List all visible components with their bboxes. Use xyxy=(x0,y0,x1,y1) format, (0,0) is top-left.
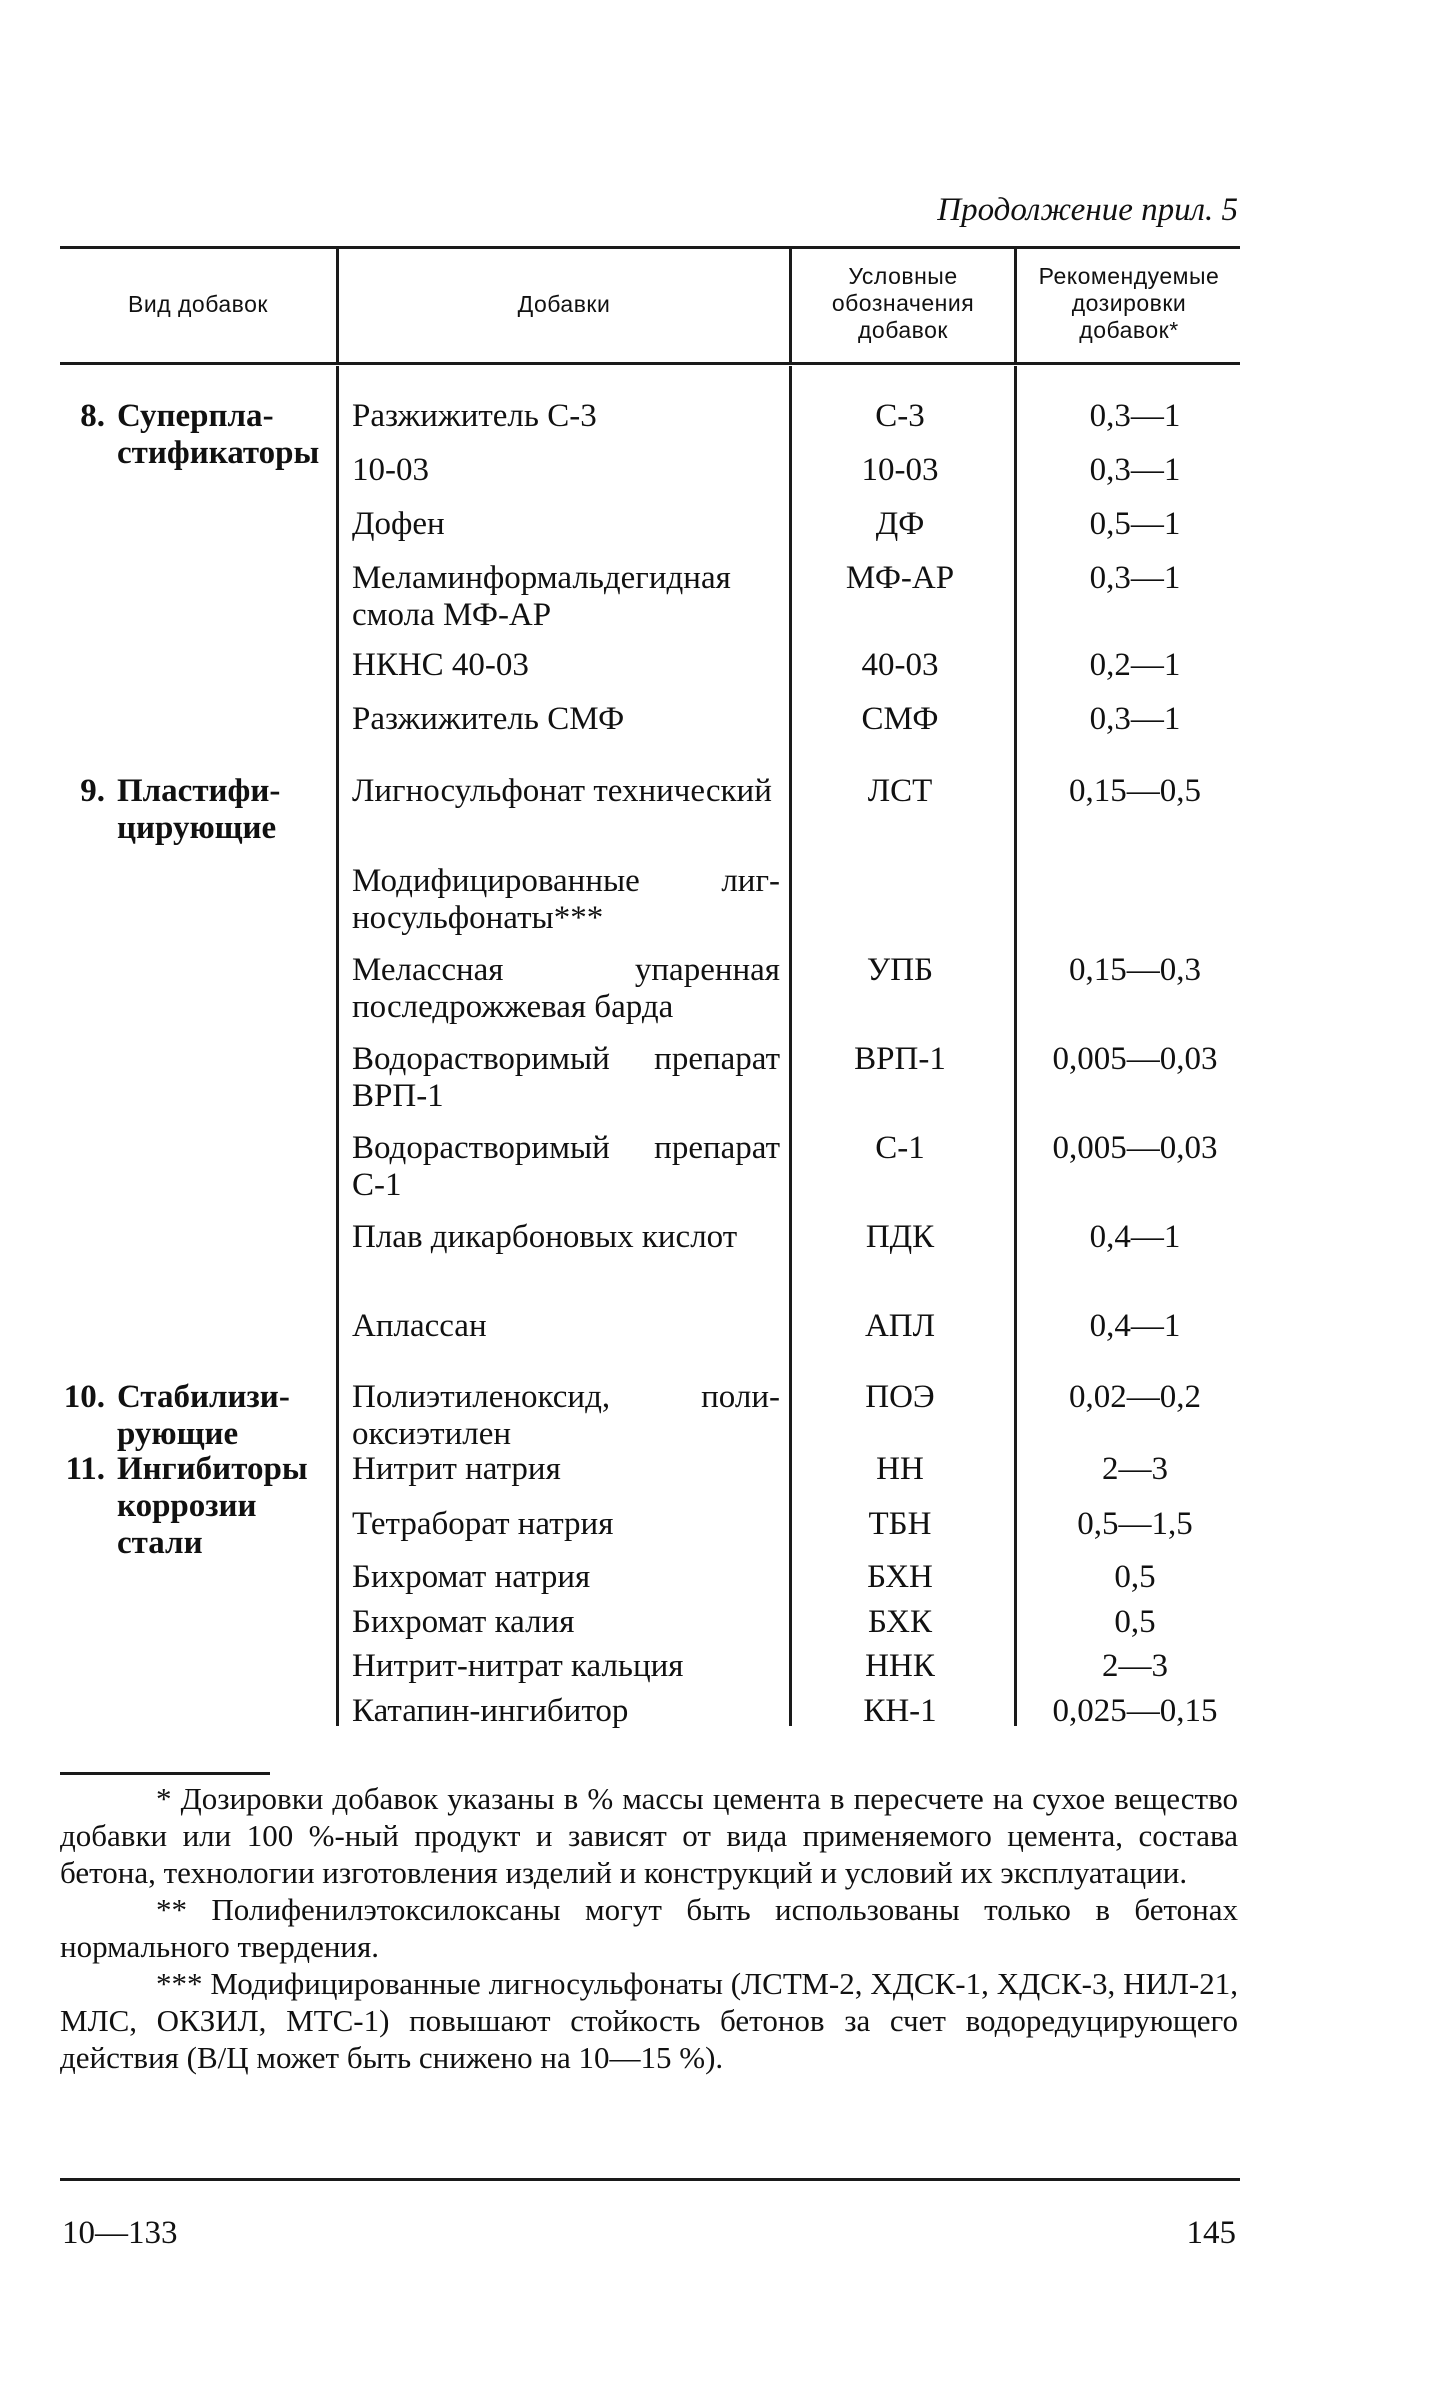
footnote-separator xyxy=(60,1772,270,1775)
col-divider-2 xyxy=(789,248,792,364)
additive-name: Модифицированные лигносульфонаты*** xyxy=(352,863,780,936)
dosage-value: 0,005—0,03 xyxy=(1052,1130,1218,1166)
additive-code: МФ-АР xyxy=(845,560,955,596)
additive-name: Нитрит-нитрат кальция xyxy=(352,1648,684,1684)
dosage-value: 0,5—1 xyxy=(1089,506,1181,542)
additive-code: ЛСТ xyxy=(867,773,933,809)
page-signature: 10—133 xyxy=(62,2215,178,2251)
additive-name: Плав дикарбоновых кислот xyxy=(352,1219,738,1255)
additive-code: АПЛ xyxy=(864,1308,936,1344)
dosage-value: 0,15—0,5 xyxy=(1069,773,1201,809)
additive-name: Тетраборат натрия xyxy=(352,1506,614,1542)
additive-name: Бихромат натрия xyxy=(352,1559,591,1595)
additive-code: ДФ xyxy=(875,506,925,542)
group-stabilizing xyxy=(55,1379,333,1453)
additive-name: Дофен xyxy=(352,506,445,542)
additive-code: ПДК xyxy=(865,1219,935,1255)
group-number: 9. xyxy=(80,773,105,809)
dosage-value: 0,15—0,3 xyxy=(1069,952,1201,988)
additive-code: 10-03 xyxy=(861,452,939,488)
additive-code: БХК xyxy=(868,1604,932,1640)
group-corrosion-inhibitors xyxy=(55,1451,333,1562)
dosage-value: 0,3—1 xyxy=(1089,560,1181,596)
group-label: Ингибиторы коррозии стали xyxy=(117,1451,308,1561)
dosage-value: 0,5 xyxy=(1114,1604,1156,1640)
additive-name: Мелассная упаренная последрожжевая барда xyxy=(352,952,780,1025)
header-dosage: Рекомендуемые дозировки добавок* xyxy=(1038,263,1220,343)
group-number: 10. xyxy=(63,1379,105,1415)
additive-code: УПБ xyxy=(866,952,934,988)
group-number: 11. xyxy=(65,1451,105,1487)
group-plasticizing xyxy=(55,773,333,847)
additive-code: С-3 xyxy=(875,398,925,434)
additive-code: ТБН xyxy=(868,1506,932,1542)
header-additives: Добавки xyxy=(517,291,611,317)
dosage-value: 0,3—1 xyxy=(1089,398,1181,434)
dosage-value: 0,4—1 xyxy=(1089,1308,1181,1344)
additive-code: БХН xyxy=(867,1559,933,1595)
page-bottom-rule xyxy=(60,2178,1240,2181)
additive-name: Водорастворимый препарат ВРП-1 xyxy=(352,1041,780,1114)
dosage-value: 2—3 xyxy=(1102,1648,1168,1684)
additive-name: Меламинформальдегидная смола МФ-АР xyxy=(352,560,731,633)
additive-name: Катапин-ингибитор xyxy=(352,1693,629,1729)
dosage-value: 0,5—1,5 xyxy=(1077,1506,1193,1542)
additive-name: Лигносульфонат технический xyxy=(352,773,772,809)
dosage-value: 2—3 xyxy=(1102,1451,1168,1487)
group-label: Стабилизирующие xyxy=(117,1379,290,1452)
dosage-value: 0,2—1 xyxy=(1089,647,1181,683)
additive-name: Водорастворимый препарат С-1 xyxy=(352,1130,780,1203)
additive-name: Нитрит натрия xyxy=(352,1451,561,1487)
footnote-3: *** Модифицированные лигносульфонаты (ЛСТМ-2, ХДСК-1, ХДСК-3, НИЛ-21, МЛС, ОКЗИЛ, МТС-1) повышают стойкость бетонов за счет водоредуцирующего действия (В/Ц может быть снижено на 10—15 %). xyxy=(60,1966,1238,2075)
additive-name: Бихромат калия xyxy=(352,1604,575,1640)
page-number: 145 xyxy=(1186,2215,1236,2251)
additive-code: КН-1 xyxy=(863,1693,937,1729)
group-label: Пластифицирующие xyxy=(117,773,281,846)
group-number: 8. xyxy=(80,398,105,434)
group-superplasticizers xyxy=(55,398,333,472)
footnotes xyxy=(60,1780,1238,2076)
col-divider-3 xyxy=(1014,248,1017,364)
additive-name: Полиэтиленоксид, полиоксиэтилен xyxy=(352,1379,780,1452)
additive-code: С-1 xyxy=(875,1130,925,1166)
dosage-value: 0,3—1 xyxy=(1089,701,1181,737)
header-codes: Условные обозначения добавок xyxy=(831,263,975,343)
additive-code: ПОЭ xyxy=(865,1379,935,1415)
footnote-2: ** Полифенилэтоксилоксаны могут быть использованы только в бетонах нормального твердения. xyxy=(60,1892,1238,1964)
dosage-value: 0,4—1 xyxy=(1089,1219,1181,1255)
additive-name: НКНС 40-03 xyxy=(352,647,529,683)
additive-name: Разжижитель С-3 xyxy=(352,398,597,434)
col-divider-1-body xyxy=(336,366,339,1726)
col-divider-1 xyxy=(336,248,339,364)
footnote-1: * Дозировки добавок указаны в % массы цемента в пересчете на сухое вещество добавки или 100 %-ный продукт и зависят от вида применяемого цемента, состава бетона, технологии изготовления изделий и конструкций и условий их эксплуатации. xyxy=(60,1781,1238,1890)
additive-code: СМФ xyxy=(861,701,939,737)
dosage-value: 0,025—0,15 xyxy=(1052,1693,1218,1729)
dosage-value: 0,3—1 xyxy=(1089,452,1181,488)
table-header-rule xyxy=(60,362,1240,365)
table-top-rule xyxy=(60,246,1240,249)
additive-code: ННК xyxy=(865,1648,935,1684)
additive-code: ВРП-1 xyxy=(854,1041,946,1077)
dosage-value: 0,02—0,2 xyxy=(1069,1379,1201,1415)
additive-name: Разжижитель СМФ xyxy=(352,701,625,737)
continuation-caption: Продолжение прил. 5 xyxy=(937,192,1238,228)
dosage-value: 0,5 xyxy=(1114,1559,1156,1595)
dosage-value: 0,005—0,03 xyxy=(1052,1041,1218,1077)
additive-name: Аплассан xyxy=(352,1308,487,1344)
additive-code: НН xyxy=(876,1451,924,1487)
group-label: Суперпластификаторы xyxy=(117,398,320,471)
header-kind: Вид добавок xyxy=(128,291,268,317)
additive-code: 40-03 xyxy=(861,647,939,683)
additive-name: 10-03 xyxy=(352,452,429,488)
